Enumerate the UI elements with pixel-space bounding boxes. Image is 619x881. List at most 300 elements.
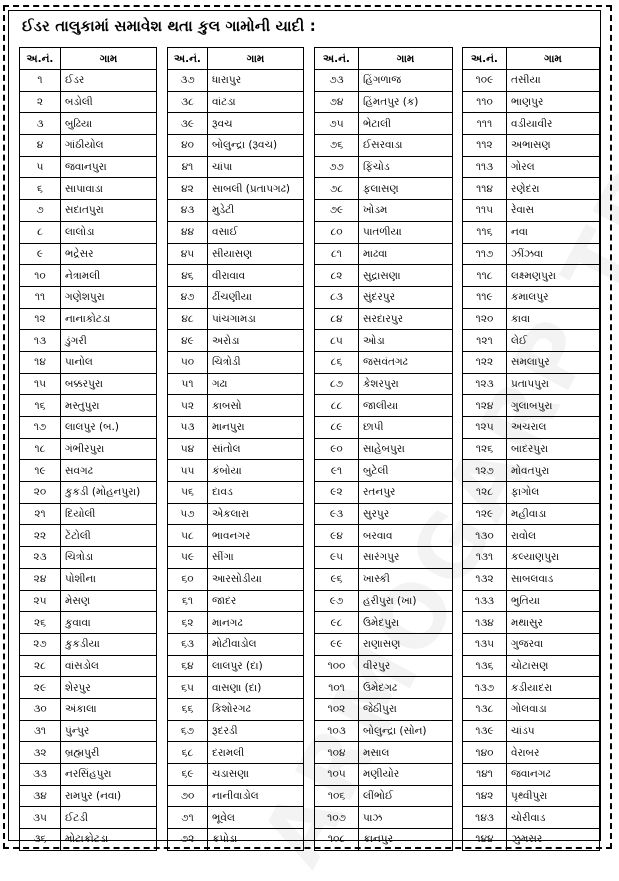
village-name: સદાતપુરા xyxy=(61,200,157,222)
table-row xyxy=(168,200,304,222)
serial-number: ૬૩ xyxy=(168,633,208,655)
serial-number: ૬૮ xyxy=(168,742,208,764)
table-row xyxy=(168,286,304,308)
serial-number: ૬૧ xyxy=(168,590,208,612)
village-name: દિયોલી xyxy=(61,503,157,525)
table-row xyxy=(20,70,157,92)
table-row xyxy=(463,351,600,373)
village-name: વાંટડા xyxy=(208,91,304,113)
village-name: મહીવાડા xyxy=(507,503,600,525)
village-name: રણેદરા xyxy=(507,178,600,200)
serial-number: ૫૫ xyxy=(168,460,208,482)
table-row xyxy=(168,438,304,460)
village-name: ઈસરવાડા xyxy=(359,135,453,157)
serial-number: ૧૧૦ xyxy=(463,91,507,113)
table-row xyxy=(315,590,453,612)
table-row xyxy=(20,438,157,460)
table-row xyxy=(315,178,453,200)
village-name: ઉમેદગઢ xyxy=(359,677,453,699)
village-name: મોવતપુરા xyxy=(507,460,600,482)
table-row xyxy=(20,395,157,417)
serial-number: ૯૬ xyxy=(315,568,359,590)
village-name: સમલાપુર xyxy=(507,351,600,373)
serial-number: ૫૧ xyxy=(168,373,208,395)
village-name: સીંગા xyxy=(208,547,304,569)
table-row xyxy=(20,829,157,851)
village-name: ઉમેદપુરા xyxy=(359,612,453,634)
serial-number: ૭૫ xyxy=(315,113,359,135)
serial-number: ૬૫ xyxy=(168,677,208,699)
village-name: કાવા xyxy=(507,308,600,330)
village-name: બરવાવ xyxy=(359,525,453,547)
table-row xyxy=(20,286,157,308)
serial-number: ૫૨ xyxy=(168,395,208,417)
village-name: વીરપુર xyxy=(359,655,453,677)
table-row xyxy=(463,156,600,178)
village-name: ચિત્રોડી xyxy=(208,351,304,373)
table-row xyxy=(463,243,600,265)
village-name: માનપુરા xyxy=(208,417,304,439)
table-row xyxy=(463,482,600,504)
village-name: બુટેલી xyxy=(359,460,453,482)
serial-number: ૧૩૮ xyxy=(463,698,507,720)
village-name: માનગઢ xyxy=(208,612,304,634)
village-name: ગંભીરપુરા xyxy=(61,438,157,460)
table-row xyxy=(463,698,600,720)
table-row xyxy=(20,655,157,677)
table-row xyxy=(20,568,157,590)
village-name: ઈટડી xyxy=(61,807,157,829)
table-row xyxy=(168,764,304,786)
table-row xyxy=(315,91,453,113)
header-serial: અ.નં. xyxy=(168,48,208,70)
serial-number: ૩૨ xyxy=(20,742,61,764)
serial-number: ૩૭ xyxy=(168,70,208,92)
village-name: સાંતોલ xyxy=(208,438,304,460)
serial-number: ૯૩ xyxy=(315,503,359,525)
village-name: હિંગળાજ xyxy=(359,70,453,92)
table-row xyxy=(20,698,157,720)
village-name: ગોલવાડા xyxy=(507,698,600,720)
serial-number: ૯૮ xyxy=(315,612,359,634)
village-name: દરામલી xyxy=(208,742,304,764)
table-row xyxy=(315,286,453,308)
serial-number: ૫૯ xyxy=(168,547,208,569)
serial-number: ૩૯ xyxy=(168,113,208,135)
village-name: લીંભોઈ xyxy=(359,785,453,807)
serial-number: ૮૬ xyxy=(315,351,359,373)
village-name: ગઢા xyxy=(208,373,304,395)
table-row xyxy=(20,590,157,612)
table-row xyxy=(315,417,453,439)
serial-number: ૫૮ xyxy=(168,525,208,547)
table-row xyxy=(463,525,600,547)
village-name: સાબલવાડ xyxy=(507,568,600,590)
serial-number: ૧૨૪ xyxy=(463,395,507,417)
table-row xyxy=(463,633,600,655)
village-name: જાલીયા xyxy=(359,395,453,417)
village-name: ગાંઠીયોલ xyxy=(61,135,157,157)
table-row xyxy=(168,482,304,504)
village-name: સીયાસણ xyxy=(208,243,304,265)
serial-number: ૮૨ xyxy=(315,265,359,287)
village-table-1 xyxy=(19,47,157,851)
serial-number: ૫ xyxy=(20,156,61,178)
table-row xyxy=(168,460,304,482)
table-row xyxy=(315,525,453,547)
village-name: નાનીવાડોલ xyxy=(208,785,304,807)
table-row xyxy=(463,547,600,569)
serial-number: ૧૨૩ xyxy=(463,373,507,395)
table-row xyxy=(315,807,453,829)
serial-number: ૯૭ xyxy=(315,590,359,612)
table-row xyxy=(315,720,453,742)
village-name: ફલાસણ xyxy=(359,178,453,200)
table-row xyxy=(315,395,453,417)
table-row xyxy=(463,785,600,807)
table-row xyxy=(20,373,157,395)
serial-number: ૧ xyxy=(20,70,61,92)
village-name: બક્કરપુરા xyxy=(61,373,157,395)
table-row xyxy=(20,633,157,655)
village-name: જસવંતગઢ xyxy=(359,351,453,373)
village-name: રેવાસ xyxy=(507,200,600,222)
village-name: નરસિંહપુરા xyxy=(61,764,157,786)
serial-number: ૬૨ xyxy=(168,612,208,634)
table-row xyxy=(168,807,304,829)
serial-number: ૨૨ xyxy=(20,525,61,547)
table-row xyxy=(463,221,600,243)
table-row xyxy=(315,156,453,178)
serial-number: ૧૧૯ xyxy=(463,286,507,308)
serial-number: ૧૨૨ xyxy=(463,351,507,373)
table-row xyxy=(20,351,157,373)
serial-number: ૧૯ xyxy=(20,460,61,482)
village-name: ભાવનગર xyxy=(208,525,304,547)
village-name: પોશીના xyxy=(61,568,157,590)
table-row xyxy=(20,178,157,200)
village-name: ખોડમ xyxy=(359,200,453,222)
serial-number: ૮૭ xyxy=(315,373,359,395)
village-name: સુરપુર xyxy=(359,503,453,525)
table-row xyxy=(20,677,157,699)
table-row xyxy=(168,590,304,612)
table-row xyxy=(463,438,600,460)
serial-number: ૧૩૪ xyxy=(463,612,507,634)
serial-number: ૭ xyxy=(20,200,61,222)
table-row xyxy=(463,91,600,113)
table-row xyxy=(168,612,304,634)
table-row xyxy=(168,265,304,287)
village-name: વાસણા (દા) xyxy=(208,677,304,699)
village-name: મેસણ xyxy=(61,590,157,612)
village-name: ઢીંચણીયા xyxy=(208,286,304,308)
serial-number: ૧૦૭ xyxy=(315,807,359,829)
table-row xyxy=(315,785,453,807)
serial-number: ૪૦ xyxy=(168,135,208,157)
village-name: આરસોડીયા xyxy=(208,568,304,590)
table-row xyxy=(463,612,600,634)
village-name: ભેટાલી xyxy=(359,113,453,135)
village-name: રૂદરડી xyxy=(208,720,304,742)
serial-number: ૧૩૭ xyxy=(463,677,507,699)
table-row xyxy=(463,720,600,742)
village-name: મોટીવાડોલ xyxy=(208,633,304,655)
table-row xyxy=(463,330,600,352)
serial-number: ૧૦૧ xyxy=(315,677,359,699)
table-row xyxy=(463,265,600,287)
village-name: ધારાપુર xyxy=(208,70,304,92)
village-name: ઈડર xyxy=(61,70,157,92)
table-row xyxy=(315,547,453,569)
village-name: ઝીંઝવા xyxy=(507,243,600,265)
village-name: જવાનપુરા xyxy=(61,156,157,178)
village-name: ફિંચોડ xyxy=(359,156,453,178)
village-name: ચાંડપ xyxy=(507,720,600,742)
village-name: ઓડા xyxy=(359,330,453,352)
table-row xyxy=(315,200,453,222)
village-name: ચોરીવાડ xyxy=(507,807,600,829)
table-row xyxy=(168,221,304,243)
table-row xyxy=(315,265,453,287)
table-row xyxy=(20,612,157,634)
village-name: ભૂવેલ xyxy=(208,807,304,829)
serial-number: ૪૫ xyxy=(168,243,208,265)
village-name: ફાગોલ xyxy=(507,482,600,504)
table-row xyxy=(168,178,304,200)
table-header-row xyxy=(463,48,600,70)
page-title: ઈડર તાલુકામાં સમાવેશ થતા કુલ ગામોની યાદી : xyxy=(22,17,316,35)
table-row xyxy=(20,807,157,829)
serial-number: ૪૧ xyxy=(168,156,208,178)
serial-number: ૧૩૯ xyxy=(463,720,507,742)
serial-number: ૪ xyxy=(20,135,61,157)
serial-number: ૧૪૪ xyxy=(463,829,507,851)
table-row xyxy=(315,308,453,330)
serial-number: ૨૧ xyxy=(20,503,61,525)
serial-number: ૮૧ xyxy=(315,243,359,265)
serial-number: ૧૧૭ xyxy=(463,243,507,265)
table-row xyxy=(315,221,453,243)
village-name: બોલુન્દ્રા (રૂવચ) xyxy=(208,135,304,157)
table-row xyxy=(168,829,304,851)
table-row xyxy=(315,113,453,135)
serial-number: ૭૭ xyxy=(315,156,359,178)
serial-number: ૯૪ xyxy=(315,525,359,547)
serial-number: ૭૦ xyxy=(168,785,208,807)
village-table-2 xyxy=(167,47,304,851)
serial-number: ૧૧ xyxy=(20,286,61,308)
village-name: પાનોલ xyxy=(61,351,157,373)
table-header-row xyxy=(315,48,453,70)
table-row xyxy=(20,764,157,786)
village-name: કલ્યાણપુરા xyxy=(507,547,600,569)
serial-number: ૭૬ xyxy=(315,135,359,157)
village-name: પ્રતાપપુરા xyxy=(507,373,600,395)
village-name: પાઝ xyxy=(359,807,453,829)
village-name: નેત્રામલી xyxy=(61,265,157,287)
table-row xyxy=(168,677,304,699)
serial-number: ૩૦ xyxy=(20,698,61,720)
village-name: મોટાકોટડા xyxy=(61,829,157,851)
table-row xyxy=(168,785,304,807)
village-name: પાંચગામડા xyxy=(208,308,304,330)
serial-number: ૭૮ xyxy=(315,178,359,200)
header-village: ગામ xyxy=(208,48,304,70)
village-name: ચિત્રોડા xyxy=(61,547,157,569)
village-name: બાદરપુરા xyxy=(507,438,600,460)
serial-number: ૧૧૬ xyxy=(463,221,507,243)
table-row xyxy=(168,417,304,439)
village-name: ડુંગરી xyxy=(61,330,157,352)
serial-number: ૭૨ xyxy=(168,829,208,851)
serial-number: ૧૨૦ xyxy=(463,308,507,330)
table-row xyxy=(168,525,304,547)
table-row xyxy=(20,742,157,764)
village-name: અરોડા xyxy=(208,330,304,352)
table-row xyxy=(463,178,600,200)
serial-number: ૫૪ xyxy=(168,438,208,460)
table-row xyxy=(168,351,304,373)
table-row xyxy=(168,373,304,395)
table-row xyxy=(315,135,453,157)
table-row xyxy=(168,156,304,178)
header-village: ગામ xyxy=(359,48,453,70)
table-row xyxy=(463,373,600,395)
village-name: મસાલ xyxy=(359,742,453,764)
serial-number: ૧૨૮ xyxy=(463,482,507,504)
table-row xyxy=(168,243,304,265)
table-row xyxy=(463,590,600,612)
serial-number: ૭૩ xyxy=(315,70,359,92)
village-name: સરદારપુર xyxy=(359,308,453,330)
village-name: કપોડા xyxy=(208,829,304,851)
table-row xyxy=(463,655,600,677)
table-row xyxy=(315,742,453,764)
table-row xyxy=(463,113,600,135)
village-name: તસીયા xyxy=(507,70,600,92)
village-name: ભુતિયા xyxy=(507,590,600,612)
serial-number: ૧૦૦ xyxy=(315,655,359,677)
serial-number: ૫૦ xyxy=(168,351,208,373)
village-name: કેશરપુરા xyxy=(359,373,453,395)
table-row xyxy=(20,482,157,504)
table-row xyxy=(20,330,157,352)
serial-number: ૪૬ xyxy=(168,265,208,287)
village-name: કંબોયા xyxy=(208,460,304,482)
village-name: ઝુમસર xyxy=(507,829,600,851)
serial-number: ૬૭ xyxy=(168,720,208,742)
table-row xyxy=(20,503,157,525)
table-row xyxy=(168,698,304,720)
table-row xyxy=(463,742,600,764)
village-name: છાપી xyxy=(359,417,453,439)
village-name: અભાસણ xyxy=(507,135,600,157)
table-row xyxy=(315,438,453,460)
village-name: દાવડ xyxy=(208,482,304,504)
serial-number: ૩૩ xyxy=(20,764,61,786)
serial-number: ૧૪ xyxy=(20,351,61,373)
serial-number: ૯ xyxy=(20,243,61,265)
village-name: બોલુન્દ્રા (સોન) xyxy=(359,720,453,742)
village-name: હિંમતપુર (ક) xyxy=(359,91,453,113)
table-row xyxy=(463,677,600,699)
table-row xyxy=(168,395,304,417)
table-row xyxy=(168,135,304,157)
serial-number: ૭૯ xyxy=(315,200,359,222)
village-name: લક્ષ્મણપુરા xyxy=(507,265,600,287)
village-name: ગુજરવા xyxy=(507,633,600,655)
serial-number: ૧૨૬ xyxy=(463,438,507,460)
serial-number: ૪૨ xyxy=(168,178,208,200)
serial-number: ૭૪ xyxy=(315,91,359,113)
serial-number: ૯૧ xyxy=(315,460,359,482)
village-name: જાદર xyxy=(208,590,304,612)
table-row xyxy=(20,91,157,113)
serial-number: ૧૪૨ xyxy=(463,785,507,807)
table-row xyxy=(20,156,157,178)
header-serial: અ.નં. xyxy=(463,48,507,70)
serial-number: ૧૨ xyxy=(20,308,61,330)
serial-number: ૬૦ xyxy=(168,568,208,590)
village-name: અચરાલ xyxy=(507,417,600,439)
table-row xyxy=(463,70,600,92)
village-name: રતનપુર xyxy=(359,482,453,504)
table-row xyxy=(20,460,157,482)
table-row xyxy=(20,785,157,807)
serial-number: ૭૧ xyxy=(168,807,208,829)
serial-number: ૪૩ xyxy=(168,200,208,222)
village-name: બડોલી xyxy=(61,91,157,113)
serial-number: ૧૦ xyxy=(20,265,61,287)
table-row xyxy=(20,243,157,265)
village-name: રાવોલ xyxy=(507,525,600,547)
header-village: ગામ xyxy=(507,48,600,70)
serial-number: ૧૧૨ xyxy=(463,135,507,157)
village-name: લાલપુર (બ.) xyxy=(61,417,157,439)
serial-number: ૧૪૩ xyxy=(463,807,507,829)
table-row xyxy=(315,351,453,373)
table-row xyxy=(315,829,453,851)
village-name: સુંદરપુર xyxy=(359,286,453,308)
village-name: લેઈ xyxy=(507,330,600,352)
village-name: ગણેશપુરા xyxy=(61,286,157,308)
serial-number: ૧૩ xyxy=(20,330,61,352)
village-name: રૂવચ xyxy=(208,113,304,135)
village-name: નવા xyxy=(507,221,600,243)
village-name: મસ્તુપુરા xyxy=(61,395,157,417)
village-name: કુવાવા xyxy=(61,612,157,634)
serial-number: ૮૯ xyxy=(315,417,359,439)
serial-number: ૧૪૧ xyxy=(463,764,507,786)
village-name: સારંગપુર xyxy=(359,547,453,569)
table-row xyxy=(168,503,304,525)
table-row xyxy=(168,70,304,92)
serial-number: ૧૦૨ xyxy=(315,698,359,720)
table-row xyxy=(315,633,453,655)
table-row xyxy=(463,807,600,829)
village-name: વીરાવાવ xyxy=(208,265,304,287)
serial-number: ૪૭ xyxy=(168,286,208,308)
table-row xyxy=(168,720,304,742)
table-row xyxy=(315,373,453,395)
table-row xyxy=(20,547,157,569)
village-name: ચાંપા xyxy=(208,156,304,178)
serial-number: ૪૯ xyxy=(168,330,208,352)
table-row xyxy=(20,308,157,330)
table-row xyxy=(315,698,453,720)
village-name: ભદ્રેસર xyxy=(61,243,157,265)
